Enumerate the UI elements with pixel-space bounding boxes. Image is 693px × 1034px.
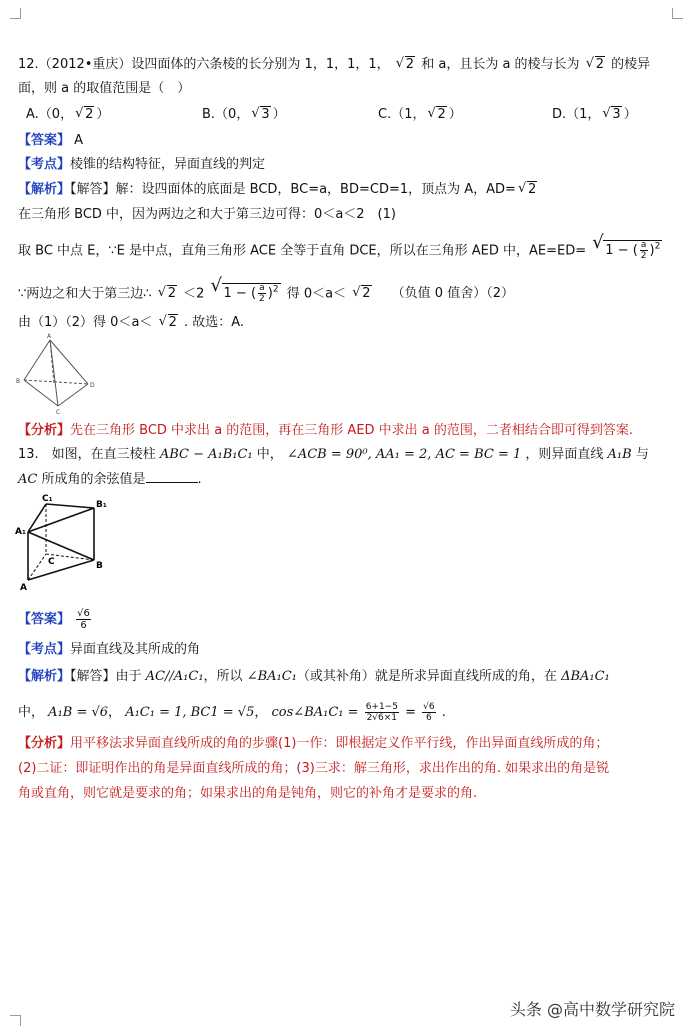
p13-stem-line1: 13. 如图，在直三棱柱 ABC − A₁B₁C₁ 中， ∠ACB = 90⁰, AA₁ = 2, AC = BC = 1 ，则异面直线 A₁B 与 xyxy=(18,447,649,462)
answer-value: A xyxy=(74,133,84,148)
answer-fraction: $\frac{√6}{6}$ xyxy=(77,608,90,631)
conditions: ∠ACB = 90⁰, AA₁ = 2, AC = BC = 1 xyxy=(286,447,522,462)
figure-label: A₁ xyxy=(15,527,26,537)
p12-stem-line1 xyxy=(18,56,650,74)
figure-label: D xyxy=(90,382,95,389)
p12-analysis-l5: 由（1）（2）得 0＜a＜ √ 2 . 故选：A. xyxy=(18,314,245,330)
fenxi-tag: 【分析】 xyxy=(18,423,71,438)
p12-stem-line2: 面，则 a 的取值范围是（ ） xyxy=(18,81,191,96)
sqrt-2: √ 2 xyxy=(157,285,176,302)
p12-option-c: C.（1， √ 2 ） xyxy=(378,106,462,122)
figure-label: A xyxy=(20,583,27,592)
sqrt-expression: √ 1 − ( $\frac{a}{2}$ )$^2$ xyxy=(592,232,661,262)
p13-answer xyxy=(18,608,93,631)
point-tag: 【考点】 xyxy=(18,157,71,172)
p13-analysis-l2: 中， A₁B = √6， A₁C₁ = 1, BC1 = √5， cos∠BA₁C₁ = $\frac{6+1-5}{2√6\times 1}$ = $\frac{√6}{6}$ . xyxy=(18,702,446,723)
p12-option-d: D.（1， √ 3 ） xyxy=(552,106,637,122)
p12-point: 【考点】棱锥的结构特征，异面直线的判定 xyxy=(18,157,266,172)
p12-fenxi: 【分析】先在三角形 BCD 中求出 a 的范围，再在三角形 AED 中求出 a 的范围，二者相结合即可得到答案. xyxy=(18,423,634,438)
figure-label: B xyxy=(16,378,21,385)
watermark: 头条 @高中数学研究院 xyxy=(509,1000,675,1019)
p12-option-b: B.（0， √ 3 ） xyxy=(202,106,286,122)
sqrt-2: √ 2 xyxy=(395,56,415,72)
p12-stem-b: 和 a，且长为 a 的棱与长为 xyxy=(421,57,580,72)
p13-point: 【考点】异面直线及其所成的角 xyxy=(18,642,201,657)
p12-option-a: A.（0， √ 2 ） xyxy=(26,106,110,122)
corner-mark-bottom-left xyxy=(10,1015,21,1026)
p12-analysis-l3: 取 BC 中点 E，∵E 是中点，直角三角形 ACE 全等于直角 DCE，所以在三角形 AED 中，AE=ED= √ 1 − ( $\frac{a}{2}$ )$^2$ xyxy=(18,232,661,262)
figure-label: B xyxy=(96,561,103,571)
corner-mark-top-right xyxy=(672,8,683,19)
p12-stem-a: 12.（2012•重庆）设四面体的六条棱的长分别为 1，1，1，1， xyxy=(18,57,390,72)
p12-analysis-l4: ∵两边之和大于第三边∴ √ 2 ＜2 √ 1 − ( $\frac{a}{2}$ )$^2$ 得 0＜a＜ √ 2 （负值 0 值舍）（2） xyxy=(18,275,514,305)
point-tag: 【考点】 xyxy=(18,642,71,657)
sqrt-2: √ 2 xyxy=(352,285,371,302)
corner-mark-top-left xyxy=(10,8,21,19)
answer-blank xyxy=(146,470,198,483)
sqrt-expression: √ 1 − ( $\frac{a}{2}$ )$^2$ xyxy=(210,275,279,305)
p13-fenxi-l2: (2)二证：即证明作出的角是异面直线所成的角；(3)三求：解三角形，求出作出的角. 如果求出的角是锐 xyxy=(18,761,610,776)
analysis-tag: 【解析】 xyxy=(18,669,71,684)
cos-result-fraction: $\frac{√6}{6}$ xyxy=(423,702,435,723)
p13-analysis-l1: 【解析】【解答】由于 AC//A₁C₁，所以 ∠BA₁C₁（或其补角）就是所求异面直线所成的角，在 ΔBA₁C₁ xyxy=(18,669,610,684)
p12-answer xyxy=(18,132,83,150)
sqrt-2: √ 2 xyxy=(517,181,537,197)
answer-tag: 【答案】 xyxy=(18,612,71,627)
p12-analysis-l2: 在三角形 BCD 中，因为两边之和大于第三边可得：0＜a＜2 (1) xyxy=(18,207,396,222)
prism-name: ABC − A₁B₁C₁ xyxy=(159,447,253,462)
figure-label: B₁ xyxy=(96,500,107,510)
tetrahedron-figure xyxy=(14,330,100,416)
prism-figure xyxy=(14,492,114,592)
figure-label: C₁ xyxy=(42,494,53,504)
p13-fenxi-l1: 【分析】用平移法求异面直线所成的角的步骤(1)一作：即根据定义作平行线，作出异面直线所成的角； xyxy=(18,736,609,751)
p12-analysis-l1: 【解析】【解答】解：设四面体的底面是 BCD，BC=a，BD=CD=1，顶点为 A，AD= √ 2 xyxy=(18,181,537,197)
p13-fenxi-l3: 角或直角，则它就是要求的角；如果求出的角是钝角，则它的补角才是要求的角. xyxy=(18,786,478,801)
sqrt-2: √ 2 xyxy=(585,56,604,72)
analysis-tag: 【解析】 xyxy=(18,182,71,197)
figure-label: C xyxy=(56,409,61,416)
figure-label: C xyxy=(48,557,55,567)
p12-stem-c: 的棱异 xyxy=(611,57,651,72)
cos-fraction: $\frac{6+1-5}{2√6\times 1}$ xyxy=(365,702,398,723)
sqrt-2: √ 2 xyxy=(158,314,177,330)
fenxi-tag: 【分析】 xyxy=(18,736,71,751)
p13-stem-line2: AC 所成角的余弦值是 . xyxy=(18,472,202,487)
figure-label: A xyxy=(47,333,52,340)
answer-tag: 【答案】 xyxy=(18,133,71,148)
